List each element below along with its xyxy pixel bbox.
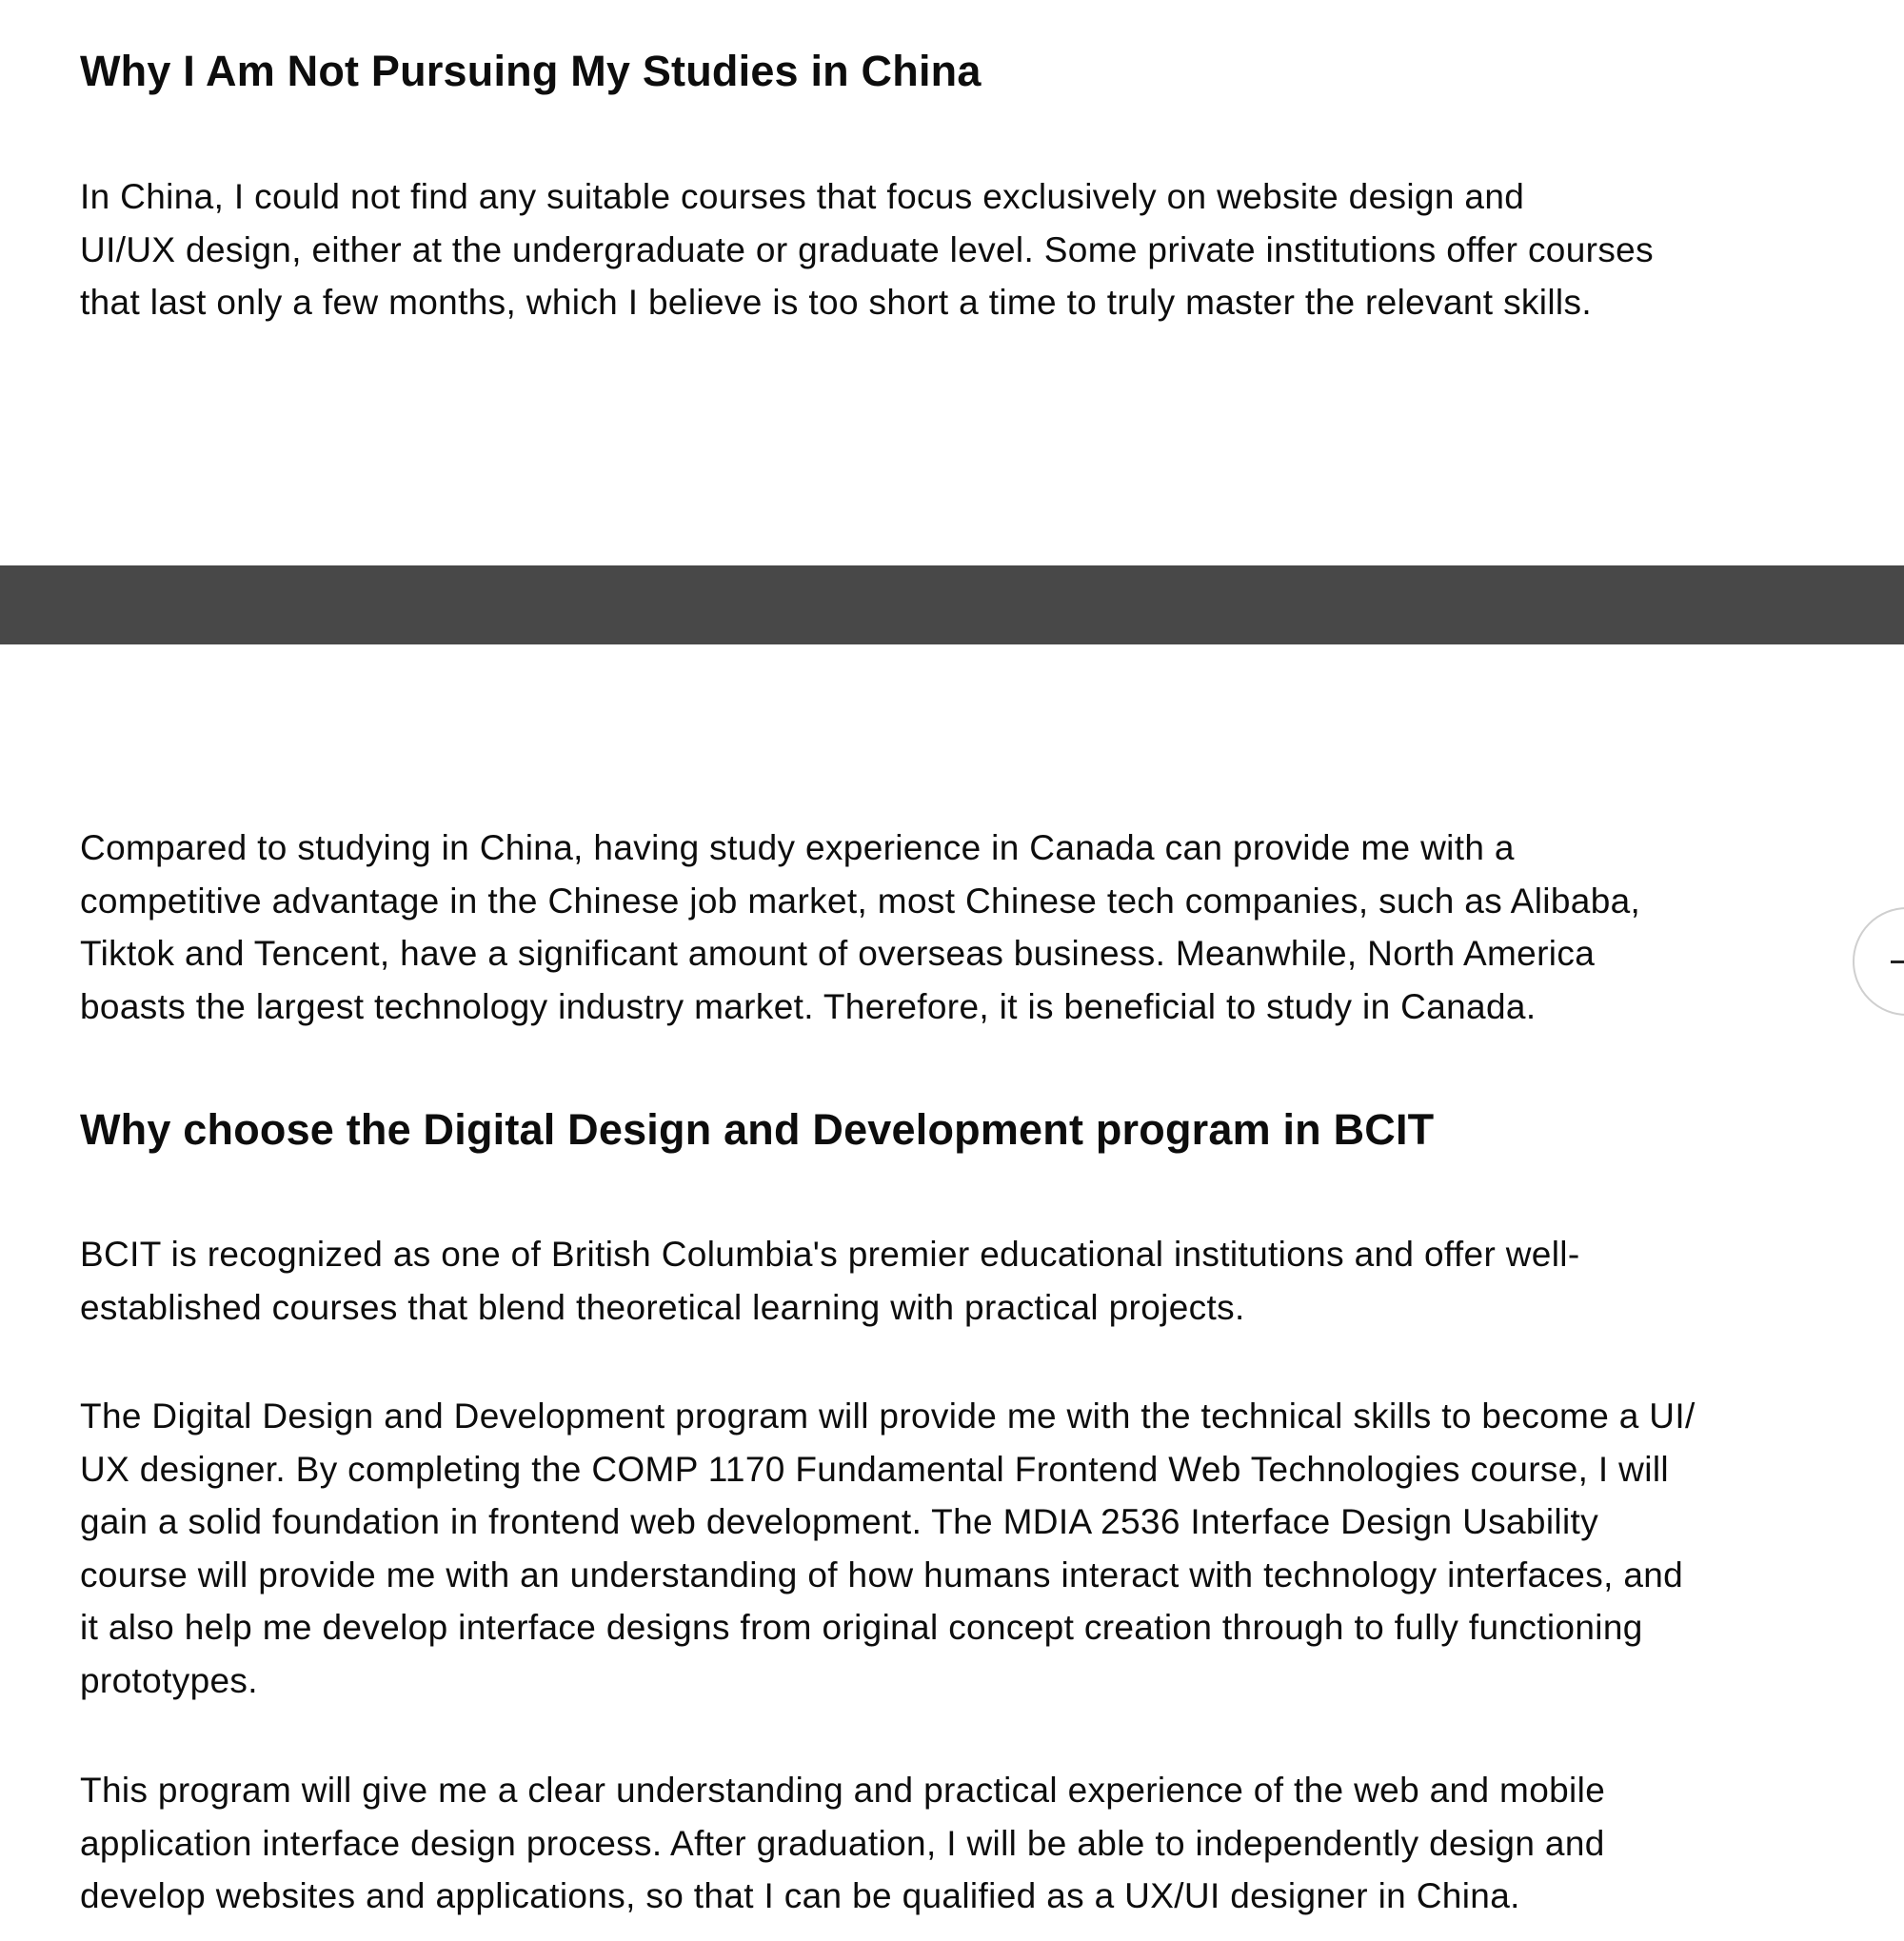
dark-banner-divider: [0, 565, 1904, 644]
text-line: Tiktok and Tencent, have a significant amount of overseas business. Meanwhile, North America: [80, 934, 1596, 973]
text-line: In China, I could not find any suitable courses that focus exclusively on website design and: [80, 177, 1525, 216]
paragraph-bcit-intro: [80, 1228, 1870, 1334]
paragraph-bcit-courses: [80, 1390, 1870, 1707]
text-line: This program will give me a clear understanding and practical experience of the web and mobile: [80, 1771, 1606, 1810]
paragraph-canada: [80, 822, 1870, 1033]
text-line: that last only a few months, which I believe is too short a time to truly master the relevant skills.: [80, 283, 1592, 322]
minus-icon: [1891, 961, 1904, 963]
paragraph-not-china: [80, 170, 1870, 329]
text-line: it also help me develop interface designs from original concept creation through to fully functioning: [80, 1608, 1643, 1647]
heading-bcit: Why choose the Digital Design and Development program in BCIT: [80, 1105, 1435, 1154]
text-line: The Digital Design and Development program will provide me with the technical skills to become a UI/: [80, 1396, 1696, 1436]
text-line: BCIT is recognized as one of British Columbia's premier educational institutions and offer well-: [80, 1235, 1580, 1274]
text-line: develop websites and applications, so that I can be qualified as a UX/UI designer in China.: [80, 1876, 1520, 1915]
text-line: gain a solid foundation in frontend web development. The MDIA 2536 Interface Design Usability: [80, 1502, 1599, 1541]
text-line: UI/UX design, either at the undergraduate or graduate level. Some private institutions offer courses: [80, 229, 1654, 269]
heading-not-china: Why I Am Not Pursuing My Studies in China: [80, 47, 982, 95]
text-line: competitive advantage in the Chinese job market, most Chinese tech companies, such as Alibaba,: [80, 881, 1641, 921]
text-line: established courses that blend theoretical learning with practical projects.: [80, 1287, 1245, 1327]
text-line: UX designer. By completing the COMP 1170 Fundamental Frontend Web Technologies course, I will: [80, 1449, 1669, 1489]
paragraph-bcit-outcome: [80, 1764, 1870, 1923]
text-line: course will provide me with an understanding of how humans interact with technology interfaces, and: [80, 1555, 1684, 1594]
text-line: prototypes.: [80, 1660, 258, 1700]
text-line: Compared to studying in China, having study experience in Canada can provide me with a: [80, 828, 1515, 867]
text-line: application interface design process. After graduation, I will be able to independently design and: [80, 1823, 1605, 1863]
text-line: boasts the largest technology industry market. Therefore, it is beneficial to study in Canada.: [80, 986, 1537, 1026]
